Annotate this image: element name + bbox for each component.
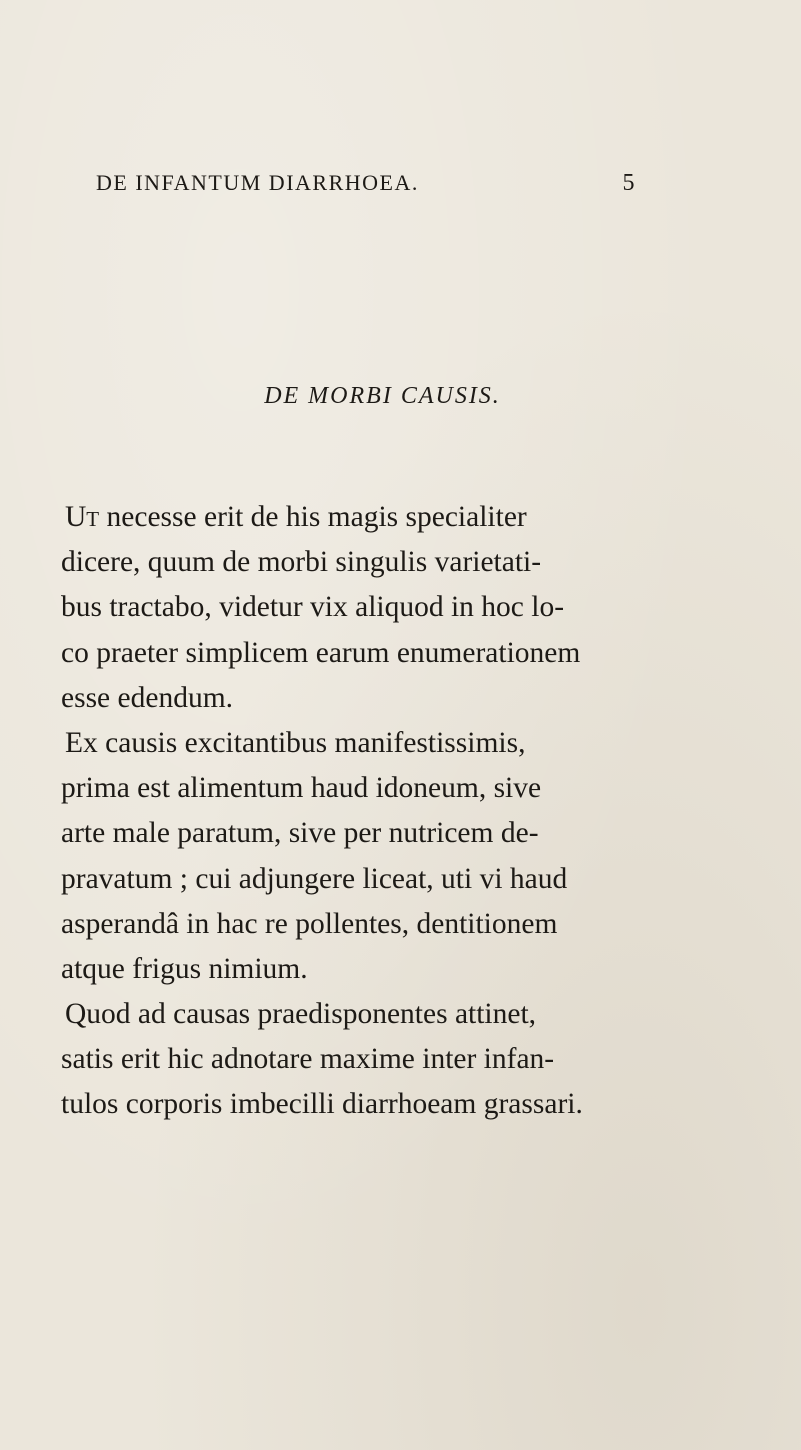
text-line: co praeter simplicem earum enumerationem (61, 636, 581, 669)
text-line: Quod ad causas praedisponentes attinet, (65, 998, 537, 1031)
page-number: 5 (622, 170, 636, 196)
text-line: esse edendum. (61, 681, 234, 714)
running-head (96, 170, 636, 200)
running-title: DE INFANTUM DIARRHOEA. (96, 170, 419, 195)
body-text (61, 495, 731, 1128)
line-text: necesse erit de his magis specialiter (99, 501, 527, 533)
text-line: pravatum ; cui adjungere liceat, uti vi haud (61, 862, 568, 895)
text-line: arte male paratum, sive per nutricem de- (61, 817, 539, 850)
section-title: DE MORBI CAUSIS. (264, 383, 501, 409)
text-line: dicere, quum de morbi singulis varietati- (61, 546, 542, 579)
text-line: bus tractabo, videtur vix aliquod in hoc lo- (61, 591, 565, 624)
text-line: Ex causis excitantibus manifestissimis, (65, 726, 526, 759)
text-line: asperandâ in hac re pollentes, dentitionem (61, 907, 558, 940)
text-line: satis erit hic adnotare maxime inter infan- (61, 1043, 555, 1076)
opening-word: Ut (65, 501, 100, 533)
text-line: atque frigus nimium. (61, 952, 308, 985)
text-line: tulos corporis imbecilli diarrhoeam grassari. (61, 1088, 583, 1121)
text-line: prima est alimentum haud idoneum, sive (61, 772, 542, 805)
text-line (61, 495, 731, 540)
